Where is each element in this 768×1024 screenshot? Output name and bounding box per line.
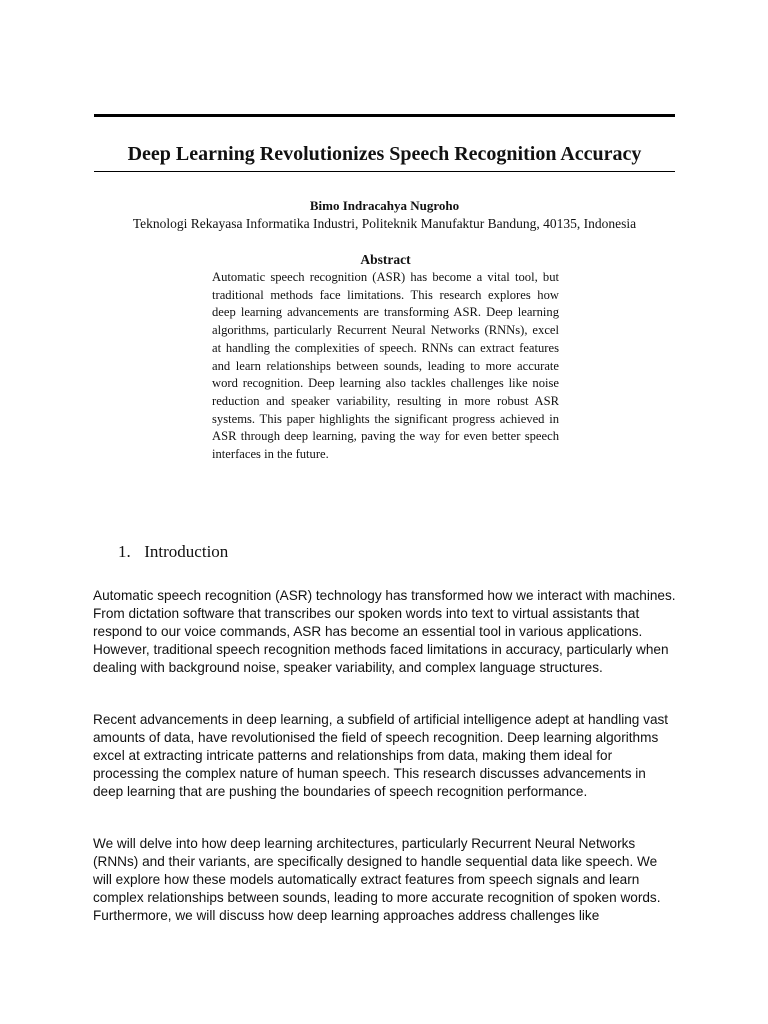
- abstract-text: Automatic speech recognition (ASR) has become a vital tool, but traditional methods face limitations. This research explores how deep learning advancements are transforming ASR. Deep learning algorithms, particularly Recurrent Neural Networks (RNNs), excel at handling the complexities of speech. RNNs can extract features and learn relationships between sounds, leading to more accurate word recognition. Deep learning also tackles challenges like noise reduction and speaker variability, resulting in more robust ASR systems. This paper highlights the significant progress achieved in ASR through deep learning, paving the way for even better speech interfaces in the future.: [212, 270, 559, 462]
- intro-paragraph-2: Recent advancements in deep learning, a subfield of artificial intelligence adept at handling vast amounts of data, have revolutionised the field of speech recognition. Deep learning algorithms excel at extracting intricate patterns and relationships from data, making them ideal for processing the complex nature of human speech. This research discusses advancements in deep learning that are pushing the boundaries of speech recognition performance.: [93, 712, 669, 799]
- section-number: 1.: [118, 542, 131, 561]
- abstract-heading: Abstract: [360, 252, 411, 267]
- intro-paragraph-3: We will delve into how deep learning architectures, particularly Recurrent Neural Networks (RNNs) and their variants, are specifically designed to handle sequential data like speech. We will explore how these models automatically extract features from speech signals and learn complex relationships between sounds, leading to more accurate recognition of spoken words. Furthermore, we will discuss how deep learning approaches address challenges like: [93, 836, 661, 923]
- title-bottom-rule: [94, 171, 675, 172]
- section-heading-introduction: [118, 542, 228, 562]
- author-name: Bimo Indracahya Nugroho: [309, 198, 460, 213]
- paper-title: Deep Learning Revolutionizes Speech Recognition Accuracy: [127, 143, 642, 165]
- section-title: Introduction: [144, 542, 229, 561]
- title-top-rule: [94, 114, 675, 117]
- intro-paragraph-1: Automatic speech recognition (ASR) technology has transformed how we interact with machines. From dictation software that transcribes our spoken words into text to virtual assistants that respond to our voice commands, ASR has become an essential tool in various applications. However, traditional speech recognition methods faced limitations in accuracy, particularly when dealing with background noise, speaker variability, and complex language structures.: [93, 588, 676, 675]
- author-affiliation: Teknologi Rekayasa Informatika Industri, Politeknik Manufaktur Bandung, 40135, Indonesia: [132, 216, 637, 231]
